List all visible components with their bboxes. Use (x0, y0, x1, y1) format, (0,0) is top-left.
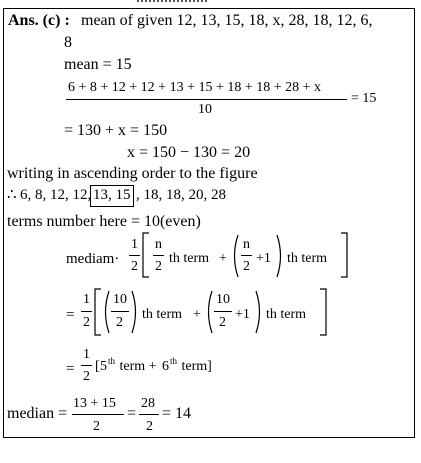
half2-den: 2 (83, 315, 90, 330)
mean-fraction-bar (66, 99, 347, 100)
final-num1: 13 + 15 (73, 396, 116, 411)
half2-bar (81, 311, 92, 312)
median-label: median = (7, 405, 68, 422)
th-term-2: th term (287, 251, 328, 266)
big-bracket-right (339, 232, 349, 278)
sequence-start: 6, 8, 12, 12, (20, 187, 92, 203)
th-term-1: th term (169, 251, 210, 266)
plus-one-2: +1 (235, 307, 250, 322)
paren-left-3 (204, 290, 214, 334)
big-bracket-left (141, 232, 151, 278)
plus-one: +1 (256, 251, 271, 266)
n2-num: n (243, 237, 250, 252)
half-num: 1 (131, 237, 138, 252)
final-bar-1 (72, 414, 124, 415)
mean-numerator: 6 + 8 + 12 + 12 + 13 + 15 + 18 + 18 + 28 + x (68, 80, 322, 95)
n-half-bar (153, 255, 164, 256)
final-num2: 28 (141, 396, 155, 411)
half-bar (129, 255, 140, 256)
fifth-suffix: th (108, 356, 116, 366)
half2-num: 1 (83, 292, 90, 307)
term-close: term] (178, 359, 212, 374)
half3-den: 2 (83, 369, 90, 384)
step-130: = 130 + x = 150 (64, 122, 168, 139)
terms-count: terms number here = 10(even) (7, 213, 201, 230)
final-bar-2 (139, 414, 159, 415)
paren-right-2 (130, 290, 140, 334)
sequence-boxed-middle: 13, 15 (90, 185, 134, 207)
median-word: mediam· (66, 251, 120, 267)
final-den1: 2 (93, 419, 100, 434)
half3-bar (81, 365, 92, 366)
paren-left (230, 234, 240, 278)
th-term-3: th term (142, 307, 183, 322)
paren-right (275, 234, 285, 278)
top-rule-decoration (137, 0, 207, 4)
fifth-number: 5 (100, 359, 107, 374)
bracket-open: [ (95, 359, 100, 374)
ten-den: 2 (116, 315, 123, 330)
plus-sign-2: + (193, 307, 201, 322)
final-den2: 2 (146, 419, 153, 434)
th-term-4: th term (266, 307, 307, 322)
answer-label: Ans. (c) : (8, 12, 70, 29)
intro-text-cont: 8 (64, 34, 72, 51)
mean-denominator: 10 (198, 102, 212, 117)
n2-den: 2 (243, 259, 250, 274)
n2-half-bar (241, 255, 252, 256)
mean-equation: mean = 15 (64, 56, 132, 73)
sequence-end: , 18, 18, 20, 28 (136, 187, 226, 203)
equals-4: = (127, 405, 137, 422)
mean-result: = 15 (351, 91, 377, 106)
sixth-number: 6 (162, 359, 169, 374)
step-x-value: x = 150 − 130 = 20 (127, 144, 251, 161)
ten2-bar (214, 311, 232, 312)
half3-num: 1 (83, 347, 90, 362)
final-result: = 14 (162, 405, 192, 422)
ascending-text: writing in ascending order to the figure (7, 165, 258, 182)
equals-3: = (66, 361, 75, 377)
half-den: 2 (131, 259, 138, 274)
term-plus: term + (116, 359, 161, 374)
therefore-symbol: ∴ (7, 187, 17, 203)
n-den: 2 (155, 259, 162, 274)
paren-left-2 (101, 290, 111, 334)
ten2-num: 10 (216, 292, 230, 307)
ten2-den: 2 (219, 315, 226, 330)
plus-sign: + (219, 251, 227, 266)
ten-num: 10 (113, 292, 127, 307)
sixth-suffix: th (170, 356, 178, 366)
big-bracket-right-2 (318, 288, 328, 336)
intro-text: mean of given 12, 13, 15, 18, x, 28, 18, 12, 6, (81, 12, 373, 29)
ten-bar (111, 311, 129, 312)
n-num: n (155, 237, 162, 252)
equals-2: = (66, 307, 75, 323)
paren-right-3 (254, 290, 264, 334)
